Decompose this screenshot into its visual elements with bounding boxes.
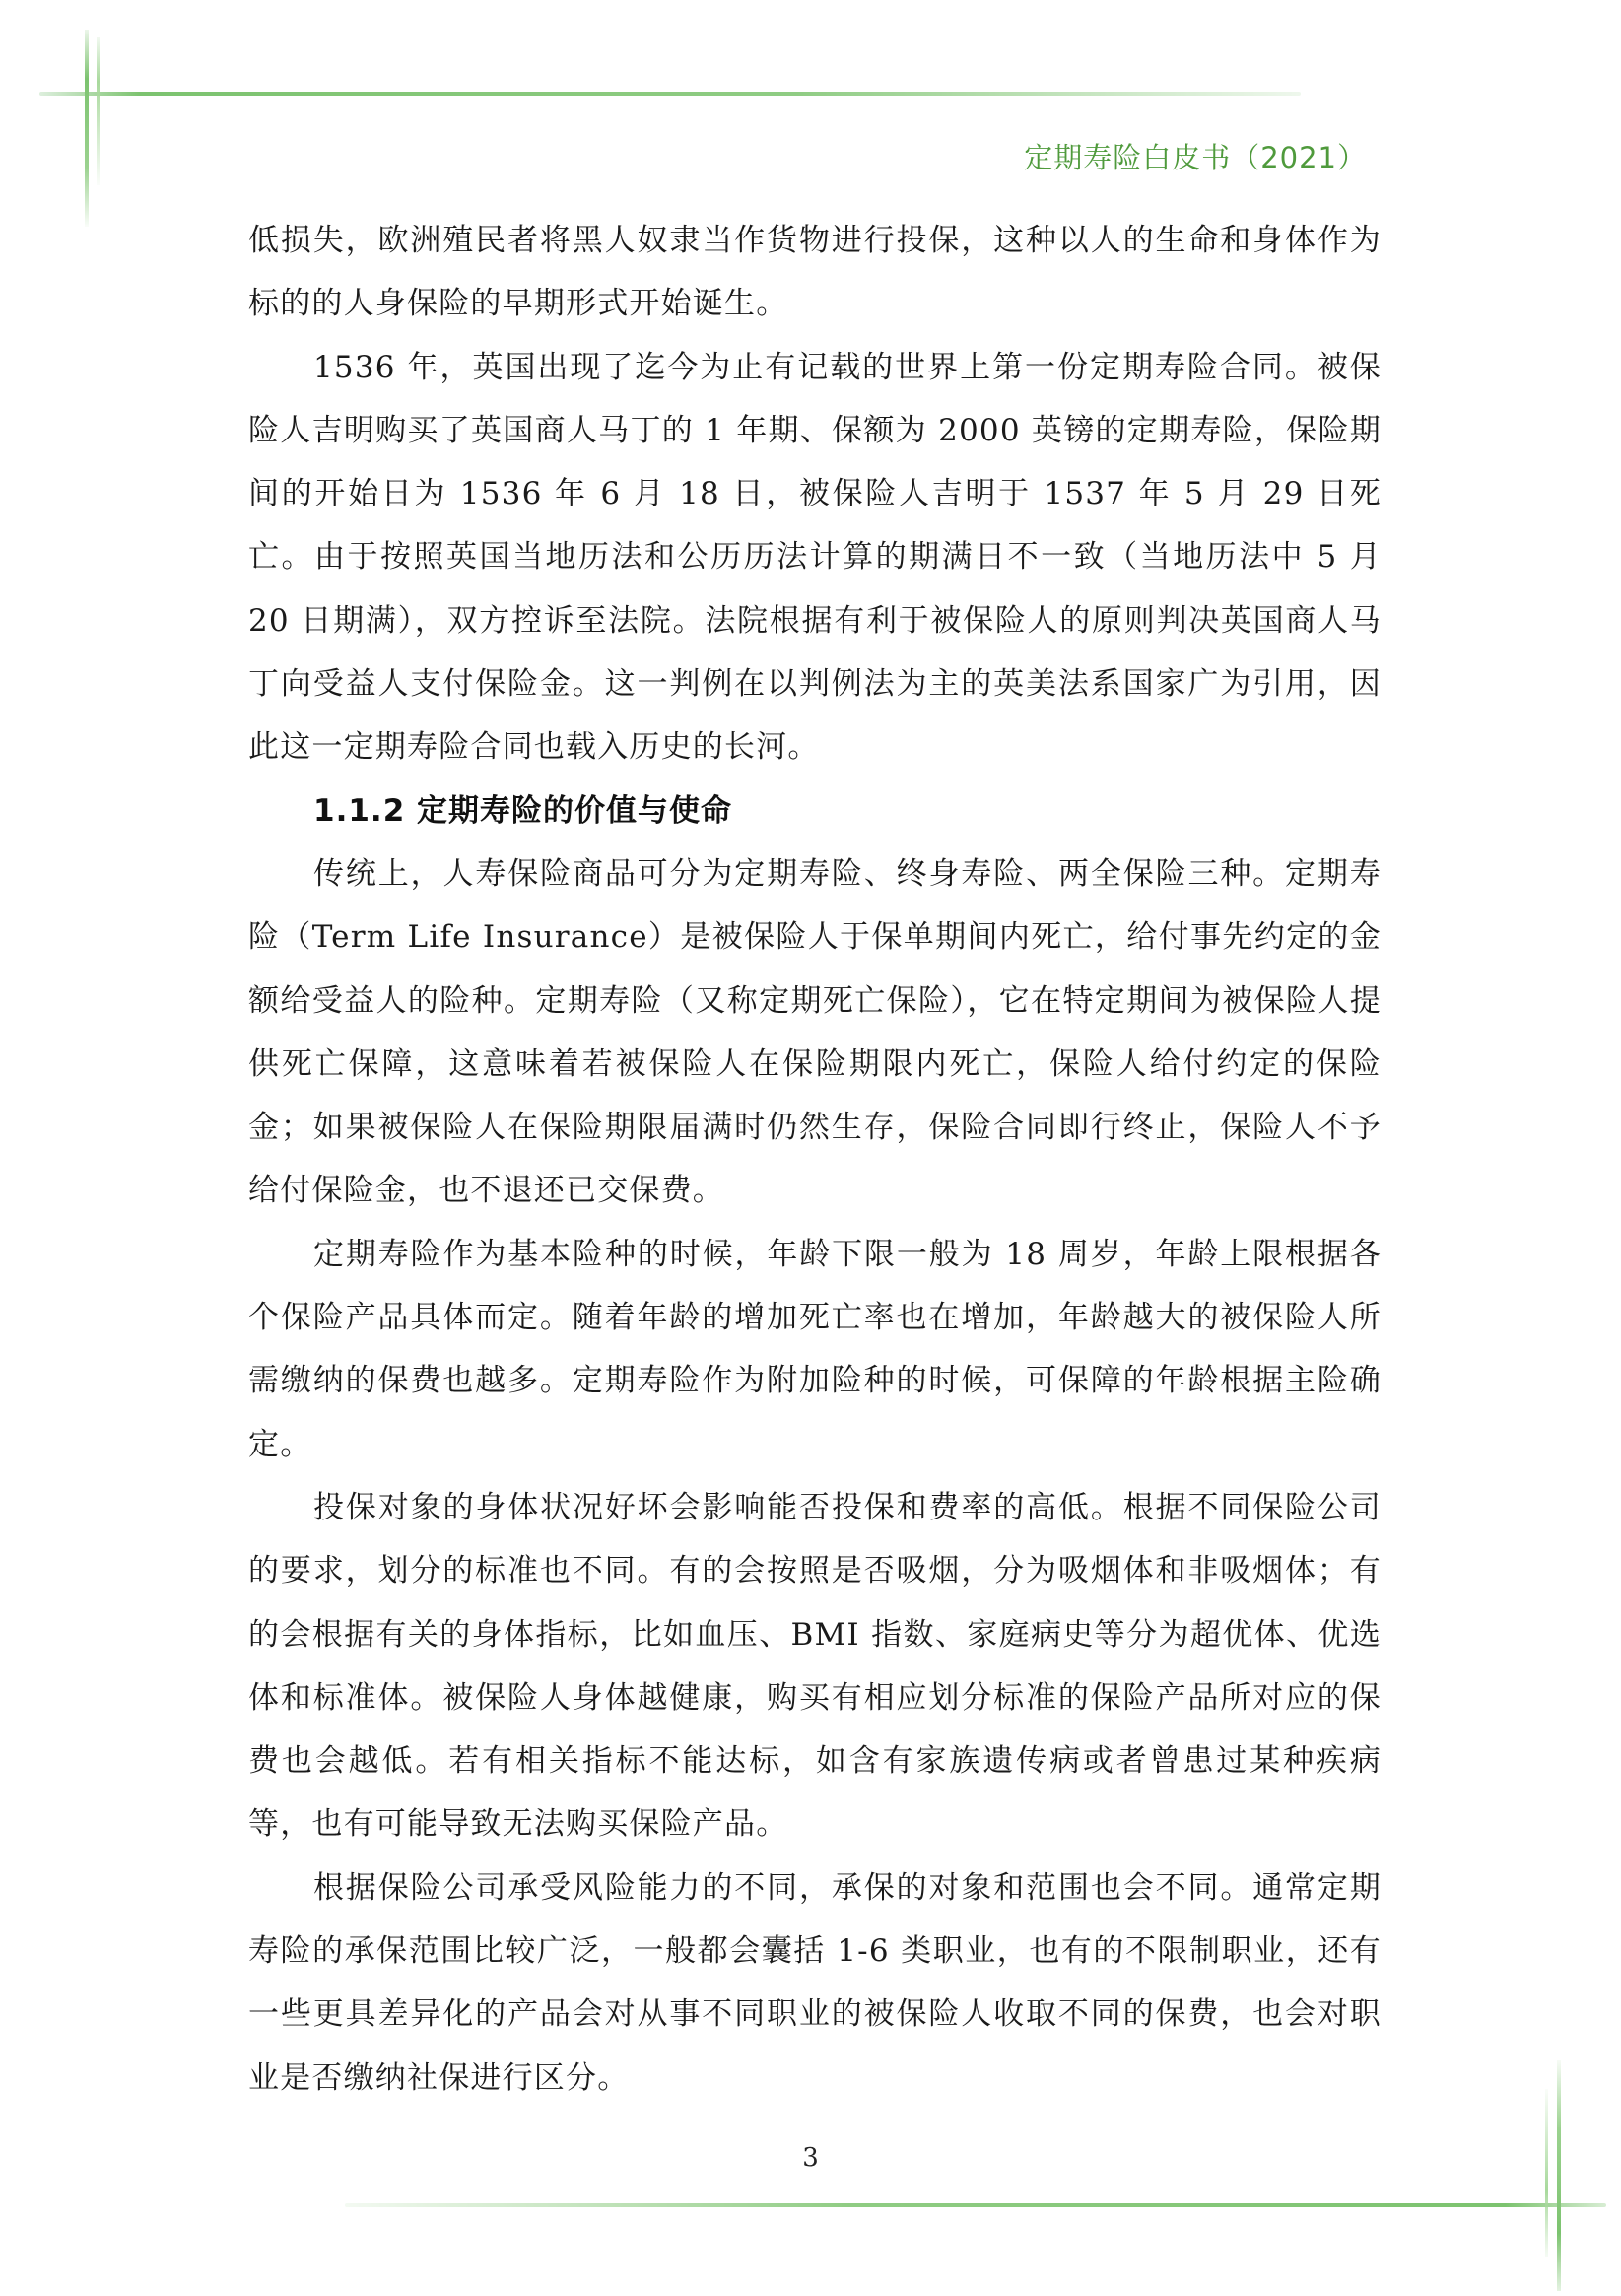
running-header: 定期寿险白皮书（2021）	[1024, 141, 1367, 174]
top-frame-vertical-line	[85, 30, 89, 227]
bottom-frame-vertical-line	[1557, 2060, 1561, 2291]
page-number: 3	[802, 2143, 819, 2173]
top-frame-line	[39, 92, 1301, 96]
paragraph-occupation-coverage: 根据保险公司承受风险能力的不同，承保的对象和范围也会不同。通常定期寿险的承保范围比较广泛，一般都会囊括 1-6 类职业，也有的不限制职业，还有一些更具差异化的产品会对从事不同职业的被保险人收取不同的保费，也会对职业是否缴纳社保进行区分。	[248, 1869, 1382, 2096]
top-frame-vertical-line-secondary	[97, 37, 100, 185]
paragraph-age-limits: 定期寿险作为基本险种的时候，年龄下限一般为 18 周岁，年龄上限根据各个保险产品具体而定。随着年龄的增加死亡率也在增加，年龄越大的被保险人所需缴纳的保费也越多。定期寿险作为附加险种的时候，可保障的年龄根据主险确定。	[248, 1236, 1382, 1462]
page-body	[248, 209, 1382, 2110]
paragraph-1536-contract: 1536 年，英国出现了迄今为止有记载的世界上第一份定期寿险合同。被保险人吉明购买了英国商人马丁的 1 年期、保额为 2000 英镑的定期寿险，保险期间的开始日为 1536 年 6 月 18 日，被保险人吉明于 1537 年 5 月 29 日死亡。由于按照英国当地历法和公历历法计算的期满日不一致（当地历法中 5 月 20 日期满），双方控诉至法院。法院根据有利于被保险人的原则判决英国商人马丁向受益人支付保险金。这一判例在以判例法为主的英美法系国家广为引用，因此这一定期寿险合同也载入历史的长河。	[248, 349, 1382, 766]
paragraph-term-life-definition: 传统上，人寿保险商品可分为定期寿险、终身寿险、两全保险三种。定期寿险（Term Life Insurance）是被保险人于保单期间内死亡，给付事先约定的金额给受益人的险种。定期寿险（又称定期死亡保险），它在特定期间为被保险人提供死亡保障，这意味着若被保险人在保险期限内死亡，保险人给付约定的保险金；如果被保险人在保险期限届满时仍然生存，保险合同即行终止，保险人不予给付保险金，也不退还已交保费。	[248, 855, 1382, 1209]
bottom-frame-line	[345, 2203, 1606, 2207]
paragraph-health-underwriting: 投保对象的身体状况好坏会影响能否投保和费率的高低。根据不同保险公司的要求，划分的标准也不同。有的会按照是否吸烟，分为吸烟体和非吸烟体；有的会根据有关的身体指标，比如血压、BMI 指数、家庭病史等分为超优体、优选体和标准体。被保险人身体越健康，购买有相应划分标准的保险产品所对应的保费也会越低。若有相关指标不能达标，如含有家族遗传病或者曾患过某种疾病等，也有可能导致无法购买保险产品。	[248, 1489, 1382, 1843]
bottom-frame-vertical-line-secondary	[1545, 2089, 1548, 2257]
section-heading: 1.1.2 定期寿险的价值与使命	[313, 792, 733, 829]
paragraph-continuation: 低损失，欧洲殖民者将黑人奴隶当作货物进行投保，这种以人的生命和身体作为标的的人身保险的早期形式开始诞生。	[248, 223, 1382, 322]
